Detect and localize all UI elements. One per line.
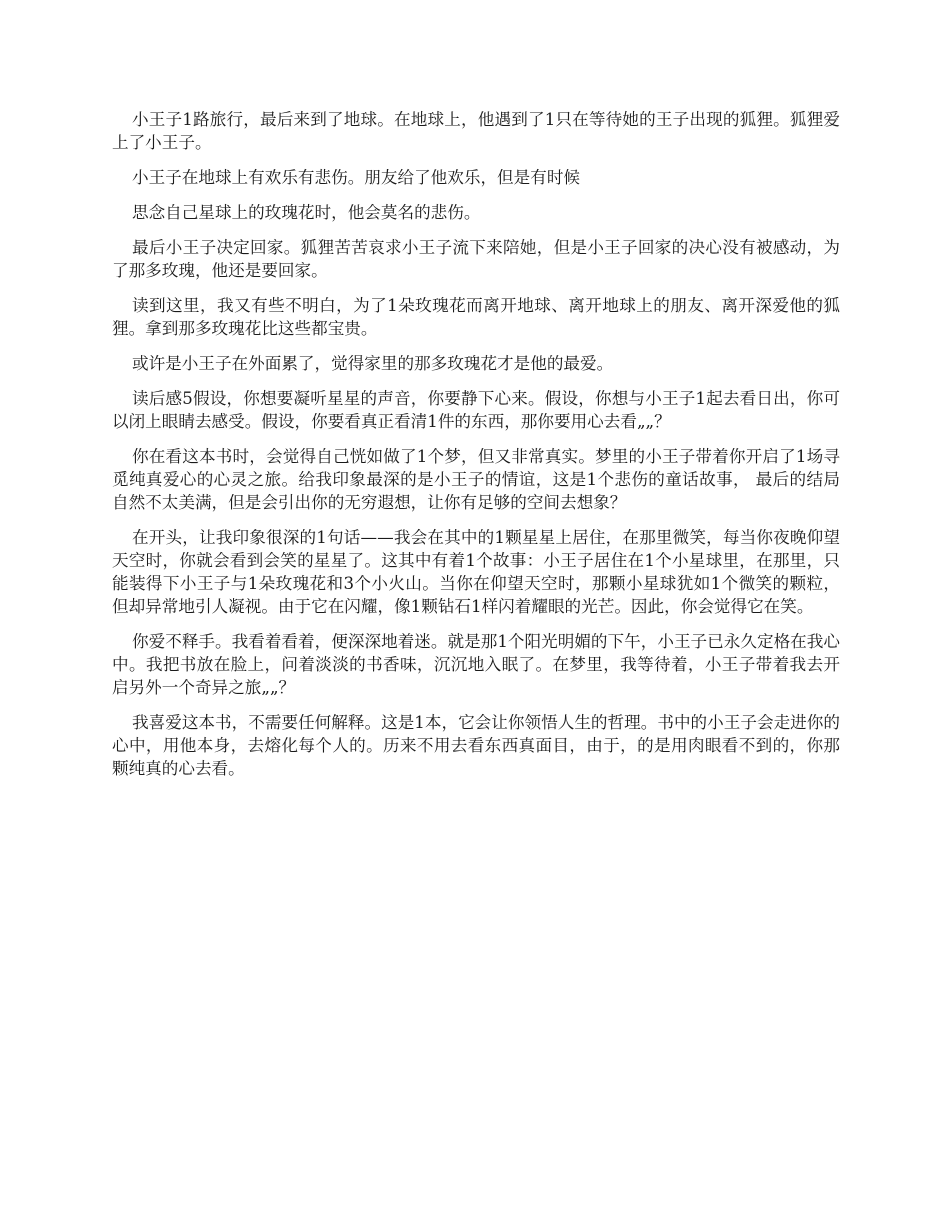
- paragraph-3: 思念自己星球上的玫瑰花时，他会莫名的悲伤。: [132, 203, 481, 222]
- paragraph-8: 你在看这本书时，会觉得自己恍如做了1个梦，但又非常真实。梦里的小王子带着你开启了1场寻觅纯真爱心的心灵之旅。给我印象最深的是小王子的情谊，这是1个悲伤的童话故事， 最后的结局自然不太美满，但是会引出你的无穷遐想，让你有足够的空间去想象？: [112, 447, 840, 512]
- paragraph-1: 小王子1路旅行，最后来到了地球。在地球上，他遇到了1只在等待她的王子出现的狐狸。狐狸爱上了小王子。: [112, 110, 840, 152]
- paragraph-4: 最后小王子决定回家。狐狸苦苦哀求小王子流下来陪她，但是小王子回家的决心没有被感动，为了那多玫瑰，他还是要回家。: [112, 238, 840, 280]
- document-body: [112, 108, 840, 792]
- paragraph-7: 读后感5假设，你想要凝听星星的声音，你要静下心来。假设，你想与小王子1起去看日出，你可以闭上眼睛去感受。假设，你要看真正看清1件的东西，那你要用心去看„„？: [112, 389, 840, 431]
- paragraph-6: 或许是小王子在外面累了，觉得家里的那多玫瑰花才是他的最爱。: [132, 354, 614, 373]
- paragraph-5: 读到这里，我又有些不明白，为了1朵玫瑰花而离开地球、离开地球上的朋友、离开深爱他的狐狸。拿到那多玫瑰花比这些都宝贵。: [112, 296, 840, 338]
- paragraph-10: 你爱不释手。我看着看着，便深深地着迷。就是那1个阳光明媚的下午，小王子已永久定格在我心中。我把书放在脸上，问着淡淡的书香味，沉沉地入眠了。在梦里，我等待着，小王子带着我去开启另外一个奇异之旅„„？: [112, 632, 840, 697]
- paragraph-11: 我喜爱这本书，不需要任何解释。这是1本，它会让你领悟人生的哲理。书中的小王子会走进你的心中，用他本身，去熔化每个人的。历来不用去看东西真面目，由于，的是用肉眼看不到的，你那颗纯真的心去看。: [112, 713, 840, 778]
- paragraph-9: 在开头，让我印象很深的1句话——我会在其中的1颗星星上居住，在那里微笑，每当你夜晚仰望天空时，你就会看到会笑的星星了。这其中有着1个故事：小王子居住在1个小星球里，在那里，只能装得下小王子与1朵玫瑰花和3个小火山。当你在仰望天空时，那颗小星球犹如1个微笑的颗粒，但却异常地引人凝视。由于它在闪耀，像1颗钻石1样闪着耀眼的光芒。因此，你会觉得它在笑。: [112, 528, 840, 616]
- paragraph-2: 小王子在地球上有欢乐有悲伤。朋友给了他欢乐，但是有时候: [132, 168, 581, 187]
